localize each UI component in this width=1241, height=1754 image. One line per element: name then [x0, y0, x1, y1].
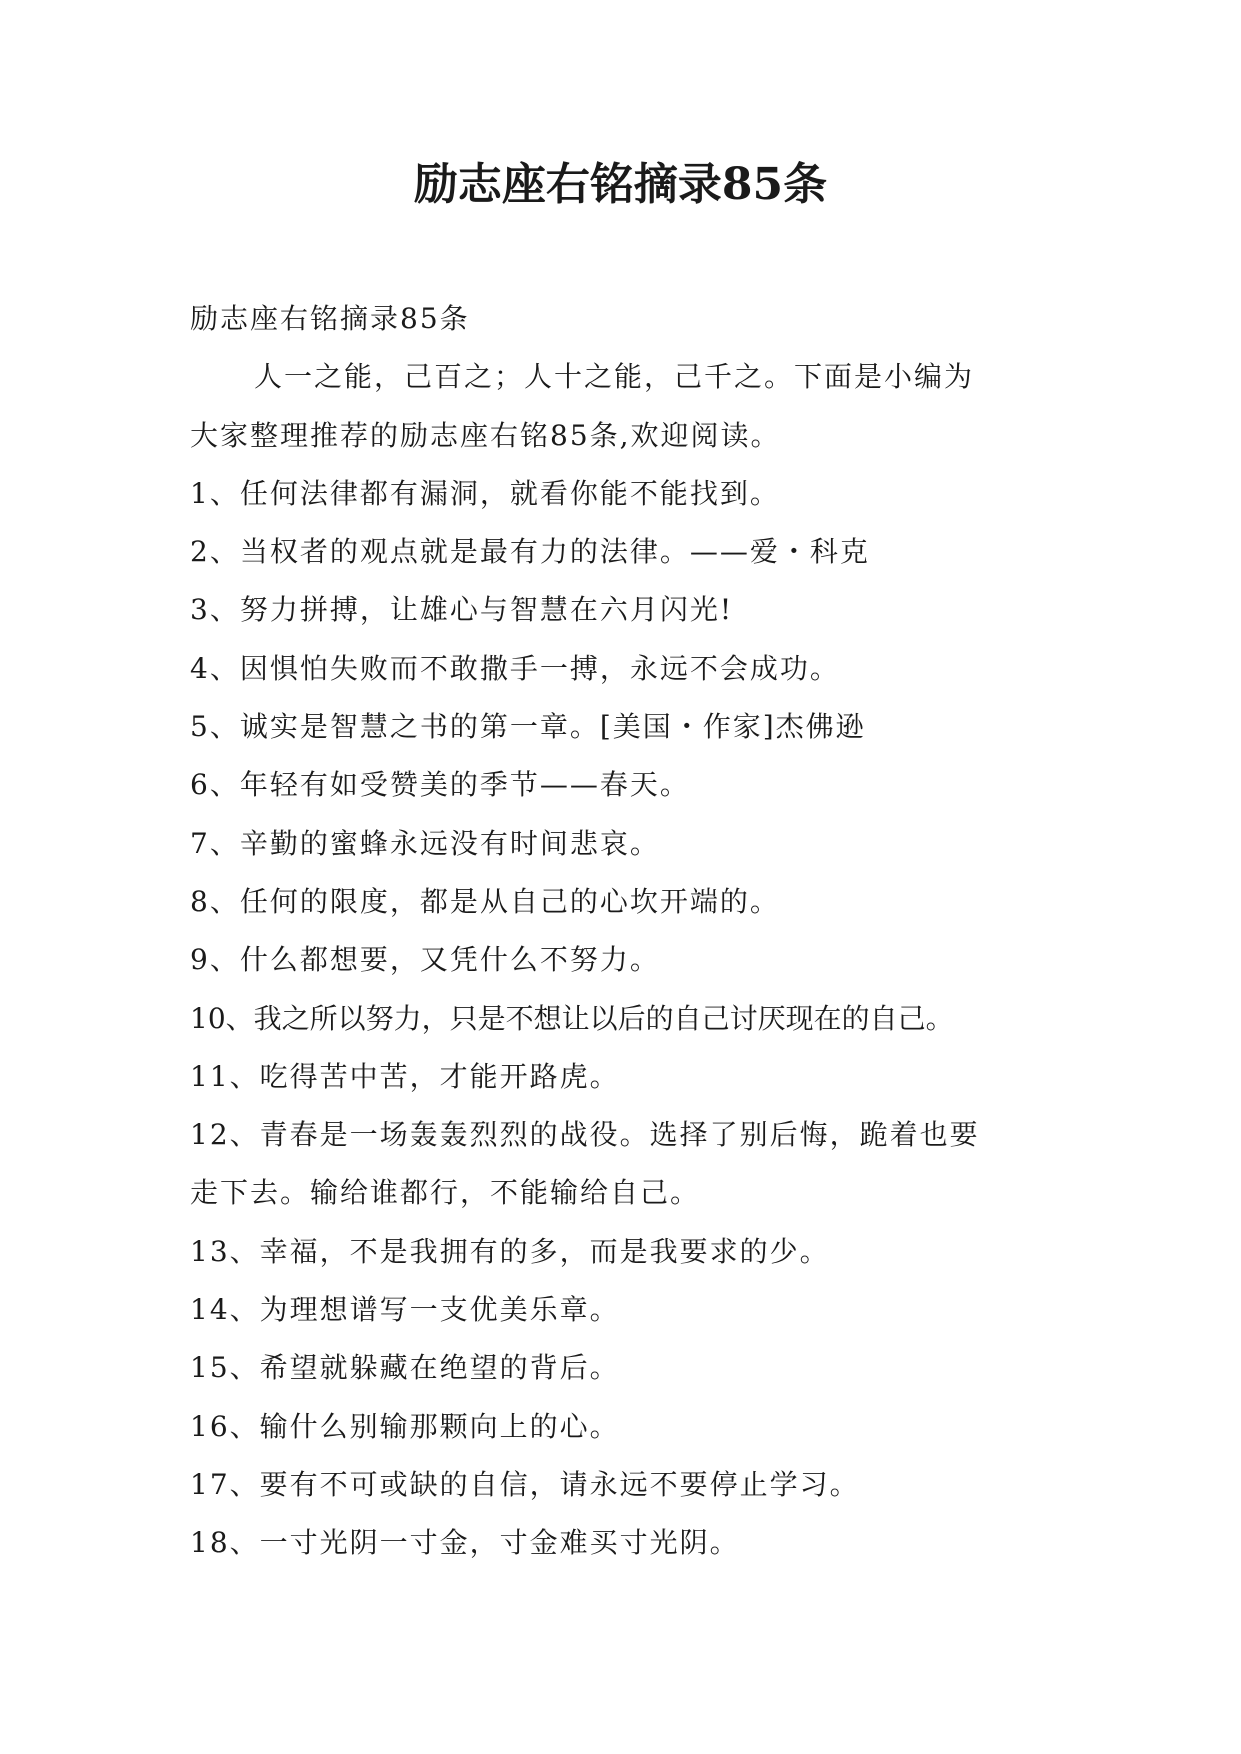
intro-line-2: 大家整理推荐的励志座右铭85条,欢迎阅读。 — [190, 418, 781, 452]
list-item: 8、任何的限度，都是从自己的心坎开端的。 — [190, 884, 780, 918]
list-item: 5、诚实是智慧之书的第一章。[美国・作家]杰佛逊 — [190, 710, 866, 744]
list-item: 15、希望就躲藏在绝望的背后。 — [190, 1351, 620, 1385]
list-item: 3、努力拼搏，让雄心与智慧在六月闪光! — [190, 593, 734, 627]
document-subtitle: 励志座右铭摘录85条 — [190, 302, 470, 335]
list-item: 2、当权者的观点就是最有力的法律。——爱・科克 — [190, 535, 870, 569]
list-item: 18、一寸光阴一寸金，寸金难买寸光阴。 — [190, 1526, 740, 1560]
list-item-continuation: 走下去。输给谁都行，不能输给自己。 — [190, 1176, 701, 1210]
list-item: 11、吃得苦中苦，才能开路虎。 — [190, 1059, 620, 1093]
document-body — [190, 290, 1070, 1573]
list-item: 10、我之所以努力，只是不想让以后的自己讨厌现在的自己。 — [190, 1001, 954, 1035]
list-item: 6、年轻有如受赞美的季节——春天。 — [190, 768, 690, 802]
intro-line-1: 人一之能，己百之；人十之能，己千之。下面是小编为 — [254, 360, 975, 394]
list-item: 13、幸福，不是我拥有的多，而是我要求的少。 — [190, 1234, 830, 1268]
list-item: 9、什么都想要，又凭什么不努力。 — [190, 943, 660, 977]
document-title: 励志座右铭摘录85条 — [413, 159, 828, 210]
list-item: 7、辛勤的蜜蜂永远没有时间悲哀。 — [190, 826, 660, 860]
list-item: 1、任何法律都有漏洞，就看你能不能找到。 — [190, 476, 780, 510]
list-item: 17、要有不可或缺的自信，请永远不要停止学习。 — [190, 1467, 860, 1501]
list-item: 4、因惧怕失败而不敢撒手一搏，永远不会成功。 — [190, 651, 840, 685]
list-item: 12、青春是一场轰轰烈烈的战役。选择了别后悔，跪着也要 — [190, 1118, 980, 1152]
list-item: 16、输什么别输那颗向上的心。 — [190, 1409, 620, 1443]
list-item: 14、为理想谱写一支优美乐章。 — [190, 1293, 620, 1327]
